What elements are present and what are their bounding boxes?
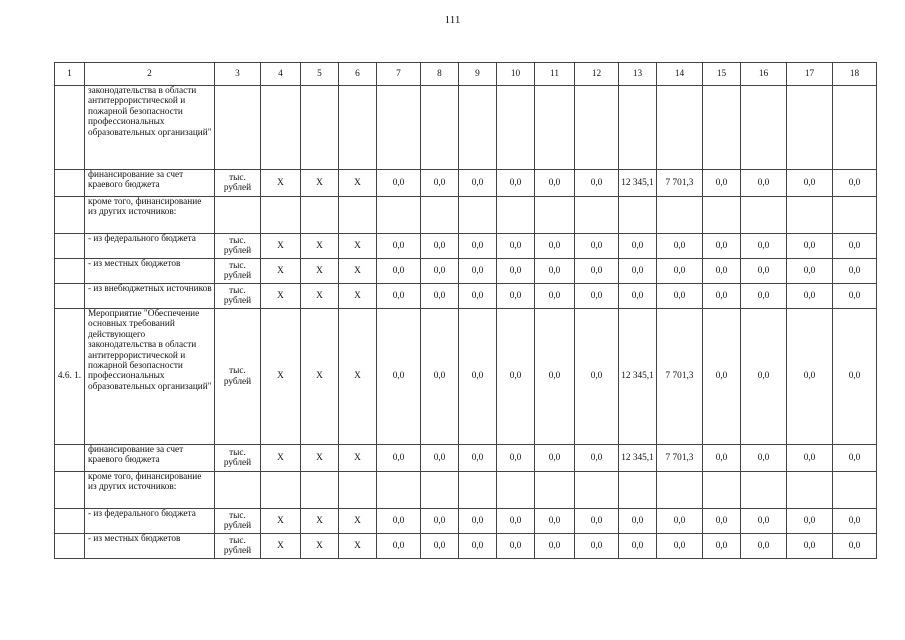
value-cell: 0,0 [619,534,657,559]
table-row [55,309,877,445]
description-cell: финансирование за счет краевого бюджета [85,170,215,197]
value-cell: 7 701,3 [657,309,703,445]
value-cell [421,472,459,509]
value-cell: X [339,445,377,472]
header-cell: 8 [421,63,459,86]
value-cell: X [301,234,339,259]
value-cell [535,197,575,234]
value-cell [497,86,535,170]
value-cell [833,197,877,234]
value-cell: 0,0 [787,284,833,309]
value-cell: 0,0 [497,284,535,309]
item-number-cell [55,472,85,509]
value-cell: 0,0 [619,234,657,259]
value-cell: 7 701,3 [657,445,703,472]
value-cell: 0,0 [459,309,497,445]
header-cell: 12 [575,63,619,86]
value-cell: 0,0 [377,445,421,472]
value-cell [703,472,741,509]
value-cell: 0,0 [833,509,877,534]
value-cell [377,197,421,234]
value-cell: 0,0 [787,509,833,534]
value-cell [301,197,339,234]
unit-cell: тыс. рублей [215,259,261,284]
header-cell: 7 [377,63,421,86]
value-cell: X [301,509,339,534]
value-cell [657,472,703,509]
value-cell: X [339,234,377,259]
value-cell: X [261,284,301,309]
value-cell: 0,0 [741,509,787,534]
value-cell [535,472,575,509]
value-cell: X [261,259,301,284]
value-cell: 0,0 [421,445,459,472]
header-row [55,63,877,86]
value-cell: 0,0 [377,259,421,284]
value-cell: 0,0 [421,509,459,534]
value-cell: 0,0 [459,534,497,559]
value-cell [575,86,619,170]
value-cell: 0,0 [657,284,703,309]
table-row [55,284,877,309]
value-cell: 0,0 [657,234,703,259]
value-cell [459,472,497,509]
value-cell: 0,0 [703,170,741,197]
value-cell: 0,0 [575,509,619,534]
description-cell: - из внебюджетных источников [85,284,215,309]
value-cell: 0,0 [421,170,459,197]
value-cell [377,472,421,509]
description-cell: кроме того, финансирование из других источников: [85,472,215,509]
value-cell: 0,0 [741,534,787,559]
value-cell: 12 345,1 [619,309,657,445]
unit-cell: тыс. рублей [215,234,261,259]
table-row [55,234,877,259]
header-cell: 16 [741,63,787,86]
item-number-cell [55,197,85,234]
value-cell: X [339,170,377,197]
value-cell: 0,0 [575,170,619,197]
value-cell: 0,0 [619,509,657,534]
header-cell: 18 [833,63,877,86]
value-cell: X [301,170,339,197]
value-cell: X [261,534,301,559]
value-cell: 0,0 [535,259,575,284]
value-cell: X [261,170,301,197]
value-cell: 0,0 [619,284,657,309]
table-row [55,170,877,197]
value-cell [703,197,741,234]
value-cell: 0,0 [657,534,703,559]
value-cell: 0,0 [575,445,619,472]
value-cell: 0,0 [741,445,787,472]
value-cell: X [301,534,339,559]
value-cell: 0,0 [833,534,877,559]
value-cell: 0,0 [497,509,535,534]
value-cell [741,86,787,170]
table-row [55,86,877,170]
value-cell [619,197,657,234]
value-cell: 0,0 [575,259,619,284]
value-cell: X [301,445,339,472]
value-cell: 0,0 [833,284,877,309]
value-cell: 0,0 [535,234,575,259]
value-cell: X [339,284,377,309]
header-cell: 14 [657,63,703,86]
unit-cell [215,86,261,170]
value-cell: 0,0 [421,234,459,259]
value-cell: 0,0 [535,309,575,445]
value-cell: X [301,259,339,284]
value-cell: 0,0 [575,234,619,259]
value-cell: 0,0 [497,259,535,284]
value-cell [301,472,339,509]
item-number-cell [55,259,85,284]
value-cell [575,472,619,509]
item-number-cell [55,534,85,559]
item-number-cell [55,86,85,170]
value-cell: 0,0 [421,309,459,445]
value-cell: X [261,445,301,472]
value-cell: X [301,309,339,445]
item-number-cell [55,170,85,197]
value-cell [301,86,339,170]
value-cell: 0,0 [657,509,703,534]
unit-cell: тыс. рублей [215,509,261,534]
value-cell: 0,0 [657,259,703,284]
value-cell: 0,0 [497,170,535,197]
value-cell: X [261,234,301,259]
unit-cell [215,472,261,509]
value-cell: X [339,259,377,284]
value-cell: 0,0 [575,309,619,445]
value-cell: X [339,534,377,559]
value-cell [619,472,657,509]
budget-table [54,62,877,559]
unit-cell: тыс. рублей [215,445,261,472]
value-cell [497,472,535,509]
item-number-cell [55,509,85,534]
value-cell: 0,0 [421,259,459,284]
table-row [55,259,877,284]
value-cell [339,86,377,170]
value-cell: 0,0 [421,284,459,309]
value-cell: 0,0 [497,234,535,259]
value-cell [421,86,459,170]
value-cell: 0,0 [459,445,497,472]
unit-cell: тыс. рублей [215,170,261,197]
value-cell: 0,0 [497,534,535,559]
value-cell [377,86,421,170]
value-cell: 0,0 [535,534,575,559]
value-cell [459,197,497,234]
value-cell: 0,0 [377,534,421,559]
value-cell: 0,0 [703,259,741,284]
value-cell: 0,0 [459,284,497,309]
value-cell [657,86,703,170]
item-number-cell [55,284,85,309]
value-cell [619,86,657,170]
value-cell [261,472,301,509]
header-cell: 10 [497,63,535,86]
value-cell [421,197,459,234]
value-cell: 0,0 [703,284,741,309]
unit-cell: тыс. рублей [215,534,261,559]
value-cell: X [261,309,301,445]
description-cell: законодательства в области антитеррористической и пожарной безопасности профессиональных образовательных организаций" [85,86,215,170]
value-cell [741,197,787,234]
value-cell: 0,0 [833,309,877,445]
header-cell: 13 [619,63,657,86]
item-number-cell [55,445,85,472]
value-cell: 0,0 [741,309,787,445]
table-row [55,472,877,509]
table-row [55,445,877,472]
value-cell: 0,0 [787,445,833,472]
header-cell: 3 [215,63,261,86]
value-cell: 0,0 [703,509,741,534]
description-cell: Мероприятие "Обеспечение основных требований действующего законодательства в области антитеррористической и пожарной безопасности профессиональных образовательных организаций" [85,309,215,445]
value-cell: 0,0 [787,170,833,197]
table-row [55,197,877,234]
value-cell [657,197,703,234]
header-cell: 1 [55,63,85,86]
value-cell: X [339,509,377,534]
header-cell: 4 [261,63,301,86]
value-cell [339,472,377,509]
value-cell: 0,0 [377,284,421,309]
value-cell [339,197,377,234]
value-cell: 0,0 [619,259,657,284]
value-cell [575,197,619,234]
value-cell: 0,0 [833,259,877,284]
value-cell: X [301,284,339,309]
header-cell: 15 [703,63,741,86]
value-cell [459,86,497,170]
value-cell: 0,0 [377,309,421,445]
item-number-cell: 4.6. 1. [55,309,85,445]
description-cell: финансирование за счет краевого бюджета [85,445,215,472]
value-cell [787,86,833,170]
value-cell [261,86,301,170]
page-number: 111 [444,14,461,26]
header-cell: 2 [85,63,215,86]
value-cell: 0,0 [787,259,833,284]
table-row [55,534,877,559]
table-row [55,509,877,534]
unit-cell: тыс. рублей [215,309,261,445]
value-cell: 0,0 [497,309,535,445]
value-cell: 0,0 [459,509,497,534]
value-cell: 0,0 [703,234,741,259]
value-cell: 0,0 [421,534,459,559]
header-cell: 6 [339,63,377,86]
value-cell [741,472,787,509]
value-cell: 0,0 [703,534,741,559]
value-cell: 0,0 [741,259,787,284]
value-cell [833,472,877,509]
value-cell: X [339,309,377,445]
value-cell: 0,0 [787,234,833,259]
value-cell: 0,0 [459,259,497,284]
unit-cell: тыс. рублей [215,284,261,309]
value-cell: 0,0 [703,445,741,472]
value-cell: 0,0 [535,445,575,472]
value-cell: 0,0 [833,170,877,197]
value-cell: 0,0 [377,170,421,197]
header-cell: 9 [459,63,497,86]
value-cell: 0,0 [535,509,575,534]
value-cell [833,86,877,170]
value-cell [261,197,301,234]
value-cell: 0,0 [741,234,787,259]
description-cell: кроме того, финансирование из других источников: [85,197,215,234]
value-cell: 12 345,1 [619,445,657,472]
value-cell: 0,0 [377,234,421,259]
value-cell [497,197,535,234]
value-cell: 0,0 [741,170,787,197]
unit-cell [215,197,261,234]
value-cell: 0,0 [535,284,575,309]
value-cell: 0,0 [703,309,741,445]
value-cell: 0,0 [787,534,833,559]
value-cell: 0,0 [575,284,619,309]
value-cell [787,197,833,234]
header-cell: 17 [787,63,833,86]
value-cell: X [261,509,301,534]
value-cell: 0,0 [535,170,575,197]
value-cell [535,86,575,170]
value-cell [787,472,833,509]
value-cell: 0,0 [459,234,497,259]
value-cell: 0,0 [741,284,787,309]
description-cell: - из федерального бюджета [85,509,215,534]
value-cell: 0,0 [497,445,535,472]
description-cell: - из местных бюджетов [85,259,215,284]
header-cell: 5 [301,63,339,86]
header-cell: 11 [535,63,575,86]
value-cell: 12 345,1 [619,170,657,197]
value-cell: 0,0 [833,234,877,259]
value-cell: 0,0 [459,170,497,197]
value-cell: 0,0 [377,509,421,534]
description-cell: - из местных бюджетов [85,534,215,559]
value-cell: 7 701,3 [657,170,703,197]
item-number-cell [55,234,85,259]
value-cell: 0,0 [575,534,619,559]
value-cell: 0,0 [787,309,833,445]
value-cell: 0,0 [833,445,877,472]
description-cell: - из федерального бюджета [85,234,215,259]
value-cell [703,86,741,170]
